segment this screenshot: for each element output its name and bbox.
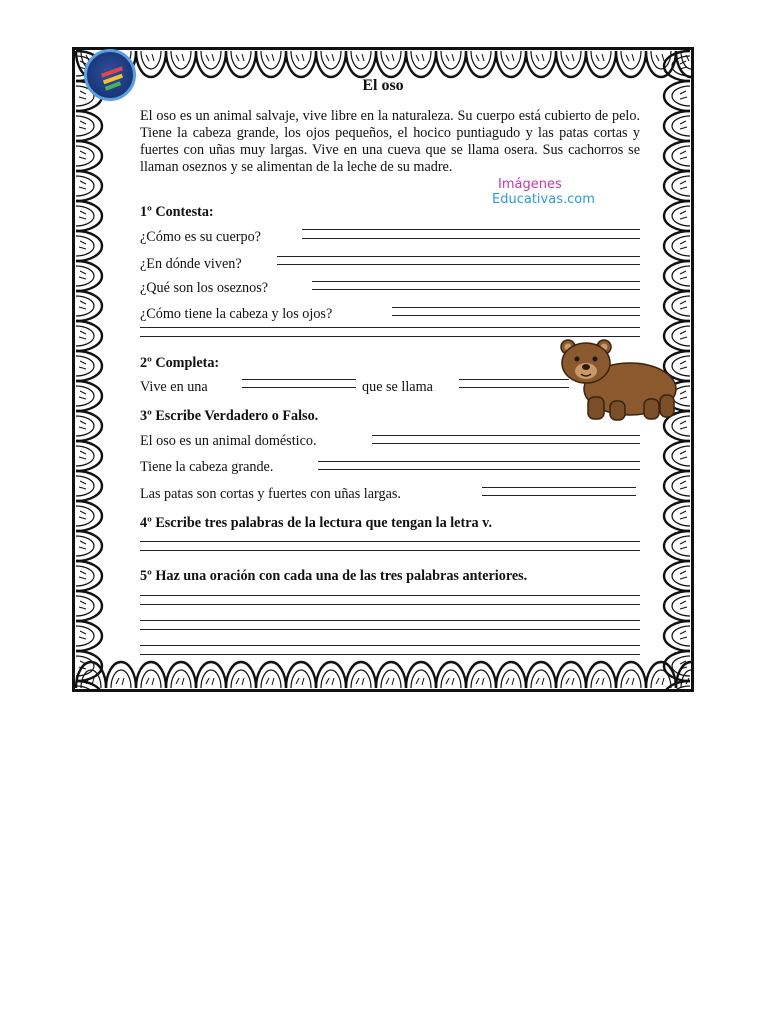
- section2-heading: 2º Completa:: [140, 355, 220, 371]
- answer-line[interactable]: [140, 629, 640, 630]
- answer-line[interactable]: [482, 495, 636, 496]
- answer-line[interactable]: [372, 443, 640, 444]
- section5-heading: 5º Haz una oración con cada una de las tres palabras anteriores.: [140, 568, 528, 584]
- worksheet-title: El oso: [362, 77, 404, 94]
- answer-line[interactable]: [312, 289, 640, 290]
- answer-line[interactable]: [392, 315, 640, 316]
- answer-line[interactable]: [318, 469, 640, 470]
- answer-line[interactable]: [277, 264, 640, 265]
- section3-heading: 3º Escribe Verdadero o Falso.: [140, 408, 319, 424]
- question-3: ¿Qué son los oseznos?: [140, 280, 269, 296]
- reading-passage: [140, 108, 640, 176]
- answer-line[interactable]: [140, 604, 640, 605]
- blank-line[interactable]: [459, 387, 569, 388]
- blank-line[interactable]: [242, 387, 356, 388]
- answer-line[interactable]: [140, 595, 640, 596]
- complete-text-1: Vive en una: [140, 379, 208, 395]
- watermark-line-2: Educativas.com: [492, 192, 595, 207]
- statement-2: Tiene la cabeza grande.: [140, 459, 274, 475]
- bear-illustration: [560, 339, 680, 424]
- blank-line[interactable]: [242, 379, 356, 380]
- watermark-line-1: Imágenes: [498, 177, 562, 192]
- answer-line[interactable]: [312, 281, 640, 282]
- section1-heading: 1º Contesta:: [140, 204, 214, 220]
- question-2: ¿En dónde viven?: [140, 256, 242, 272]
- answer-line[interactable]: [372, 435, 640, 436]
- answer-line[interactable]: [318, 461, 640, 462]
- reading-text: El oso es un animal salvaje, vive libre en la naturaleza. Su cuerpo está cubierto de pelo. Tiene la cabeza grande, los ojos pequeños, el hocico puntiagudo y las patas cortas y fuertes con uñas muy largas. Vive en una cueva que se llama osera. Sus cachorros se llaman oseznos y se alimentan de la leche de su madre.: [140, 108, 640, 175]
- answer-line[interactable]: [302, 229, 640, 230]
- blank-line[interactable]: [459, 379, 569, 380]
- complete-text-2: que se llama: [362, 379, 433, 395]
- site-watermark: [492, 177, 595, 207]
- statement-3: Las patas son cortas y fuertes con uñas largas.: [140, 486, 401, 502]
- answer-line[interactable]: [140, 336, 640, 337]
- answer-line[interactable]: [140, 645, 640, 646]
- worksheet-sheet: [72, 47, 694, 692]
- question-1: ¿Cómo es su cuerpo?: [140, 229, 261, 245]
- question-4: ¿Cómo tiene la cabeza y los ojos?: [140, 306, 333, 322]
- answer-line[interactable]: [277, 256, 640, 257]
- answer-line[interactable]: [302, 238, 640, 239]
- answer-line[interactable]: [140, 541, 640, 542]
- answer-line[interactable]: [482, 487, 636, 488]
- answer-line[interactable]: [140, 327, 640, 328]
- answer-line[interactable]: [140, 654, 640, 655]
- answer-line[interactable]: [140, 620, 640, 621]
- answer-line[interactable]: [140, 550, 640, 551]
- answer-line[interactable]: [392, 307, 640, 308]
- section4-heading: 4º Escribe tres palabras de la lectura que tengan la letra v.: [140, 515, 492, 531]
- statement-1: El oso es un animal doméstico.: [140, 433, 317, 449]
